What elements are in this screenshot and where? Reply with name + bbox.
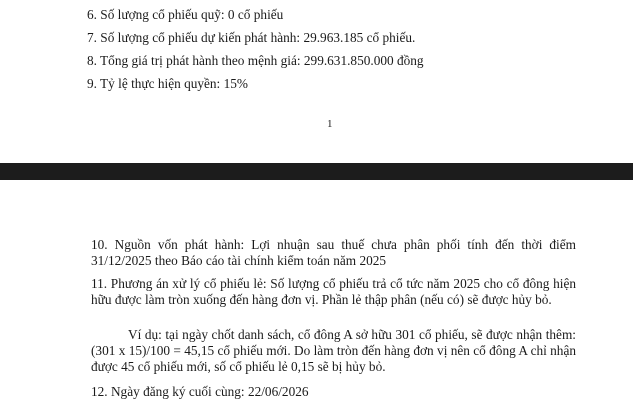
document-page-2 [0, 180, 633, 414]
page-number: 1 [327, 118, 333, 130]
item-9-exercise-ratio: 9. Tỷ lệ thực hiện quyền: 15% [87, 76, 248, 91]
item-11-odd-shares-handling: 11. Phương án xử lý cổ phiếu lẻ: Số lượng cổ phiếu trả cổ tức năm 2025 cho cổ đông hiện hữu được làm tròn xuống đến hàng đơn vị. Phần lẻ thập phân (nếu có) sẽ được hủy bỏ. [91, 276, 576, 308]
item-10-capital-source: 10. Nguồn vốn phát hành: Lợi nhuận sau thuế chưa phân phối tính đến thời điểm 31/12/2025 theo Báo cáo tài chính kiểm toán năm 2025 [91, 237, 576, 269]
document-page-1 [0, 0, 633, 163]
item-6-treasury-shares: 6. Số lượng cổ phiếu quỹ: 0 cổ phiếu [87, 7, 284, 22]
page-separator [0, 163, 633, 180]
example-paragraph: Ví dụ: tại ngày chốt danh sách, cổ đông A sở hữu 301 cổ phiếu, sẽ được nhận thêm: (301 x 15)/100 = 45,15 cổ phiếu mới. Do làm tròn đến hàng đơn vị nên cổ đông A chỉ nhận được 45 cổ phiếu mới, số cổ phiếu lẻ 0,15 sẽ bị hủy bỏ. [91, 327, 576, 375]
item-7-expected-shares: 7. Số lượng cổ phiếu dự kiến phát hành: 29.963.185 cổ phiếu. [87, 30, 416, 45]
item-12-record-date: 12. Ngày đăng ký cuối cùng: 22/06/2026 [91, 384, 309, 399]
item-8-total-par-value: 8. Tổng giá trị phát hành theo mệnh giá: 299.631.850.000 đồng [87, 53, 424, 68]
